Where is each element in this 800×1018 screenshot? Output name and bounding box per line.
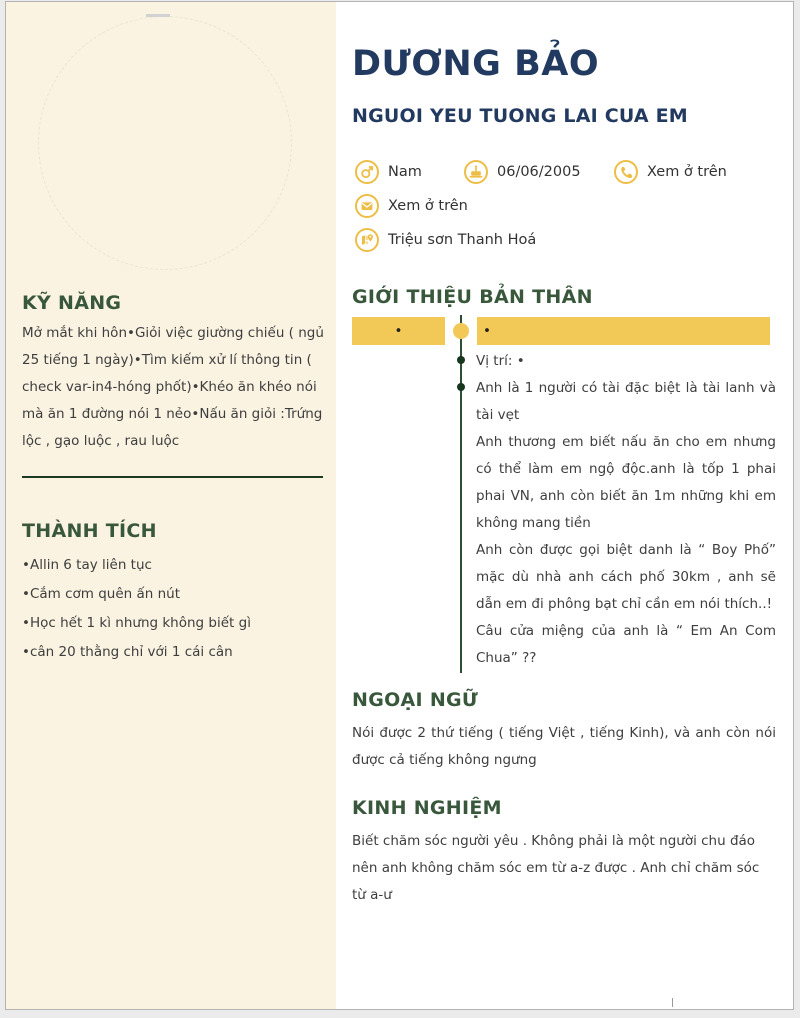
experience-section-title: KINH NGHIỆM xyxy=(352,797,502,819)
contact-location-label: Triệu sơn Thanh Hoá xyxy=(388,232,537,248)
contact-phone xyxy=(614,160,727,184)
achievements-section-title: THÀNH TÍCH xyxy=(22,520,157,542)
timeline-line xyxy=(460,315,462,673)
about-paragraph: Anh là 1 người có tài đặc biệt là tài lanh và tài vẹt xyxy=(476,380,776,423)
sidebar xyxy=(6,2,336,1009)
skills-section-title: KỸ NĂNG xyxy=(22,292,122,314)
avatar-placeholder-circle xyxy=(38,16,292,270)
achievement-item: •Allin 6 tay liên tục xyxy=(22,557,152,573)
cv-tagline: NGUOI YEU TUONG LAI CUA EM xyxy=(352,105,688,127)
contact-email-label: Xem ở trên xyxy=(388,198,468,214)
text-caret-mark xyxy=(672,998,673,1007)
timeline-dot xyxy=(457,383,465,391)
about-paragraph: Câu cửa miệng của anh là “ Em An Com Chua” ?? xyxy=(476,623,776,666)
gender-icon xyxy=(355,160,379,184)
about-section-body xyxy=(476,348,776,672)
contact-birthday-label: 06/06/2005 xyxy=(497,164,581,180)
timeline-dot xyxy=(457,356,465,364)
contact-location xyxy=(355,228,536,252)
email-icon xyxy=(355,194,379,218)
about-paragraph: Anh còn được gọi biệt danh là “ Boy Phố” mặc dù nhà anh cách phố 30km , anh sẽ dẫn em đi phông bạt chỉ cần em nói thích..! xyxy=(476,542,776,612)
experience-section-body: Biết chăm sóc người yêu . Không phải là một người chu đáo nên anh không chăm sóc em từ a-z được . Anh chỉ chăm sóc từ a-ư xyxy=(352,833,760,903)
bar-bullet: • xyxy=(483,323,491,339)
achievements-list xyxy=(22,551,328,667)
sidebar-divider xyxy=(22,476,323,478)
contact-gender-label: Nam xyxy=(388,164,422,180)
about-highlight-bar-left xyxy=(352,317,445,345)
timeline-circle xyxy=(453,323,469,339)
languages-section-body: Nói được 2 thứ tiếng ( tiếng Việt , tiếng Kinh), và anh còn nói được cả tiếng không ngưng xyxy=(352,725,776,768)
main-column xyxy=(336,2,793,1009)
achievement-item: •cân 20 thằng chỉ với 1 cái cân xyxy=(22,644,233,660)
birthday-icon xyxy=(464,160,488,184)
avatar-top-dash xyxy=(146,14,170,17)
achievement-item: •Cắm cơm quên ấn nút xyxy=(22,586,181,602)
languages-section-title: NGOẠI NGỮ xyxy=(352,689,479,711)
contact-gender xyxy=(355,160,422,184)
bar-bullet: • xyxy=(394,323,403,339)
phone-icon xyxy=(614,160,638,184)
contact-birthday xyxy=(464,160,581,184)
cv-page xyxy=(5,1,794,1010)
about-section-title: GIỚI THIỆU BẢN THÂN xyxy=(352,286,593,308)
achievement-item: •Học hết 1 kì nhưng không biết gì xyxy=(22,615,251,631)
contact-email xyxy=(355,194,468,218)
about-position-line: Vị trí: • xyxy=(476,353,525,369)
skills-section-body: Mở mắt khi hôn•Giỏi việc giường chiếu ( ngủ 25 tiếng 1 ngày)•Tìm kiếm xử lí thông tin ( check var-in4-hóng phốt)•Khéo ăn khéo nói mà ăn 1 đường nói 1 nẻo•Nấu ăn giỏi :Trứng lộc , gạo luộc , rau luộc xyxy=(22,325,324,449)
contact-phone-label: Xem ở trên xyxy=(647,164,727,180)
location-icon xyxy=(355,228,379,252)
about-paragraph: Anh thương em biết nấu ăn cho em nhưng có thể làm em ngộ độc.anh là tốp 1 phai phai VN, anh còn biết ăn 1m những khi em không mang tiền xyxy=(476,434,776,531)
cv-name: DƯƠNG BẢO xyxy=(352,44,600,84)
about-highlight-bar-right xyxy=(477,317,770,345)
